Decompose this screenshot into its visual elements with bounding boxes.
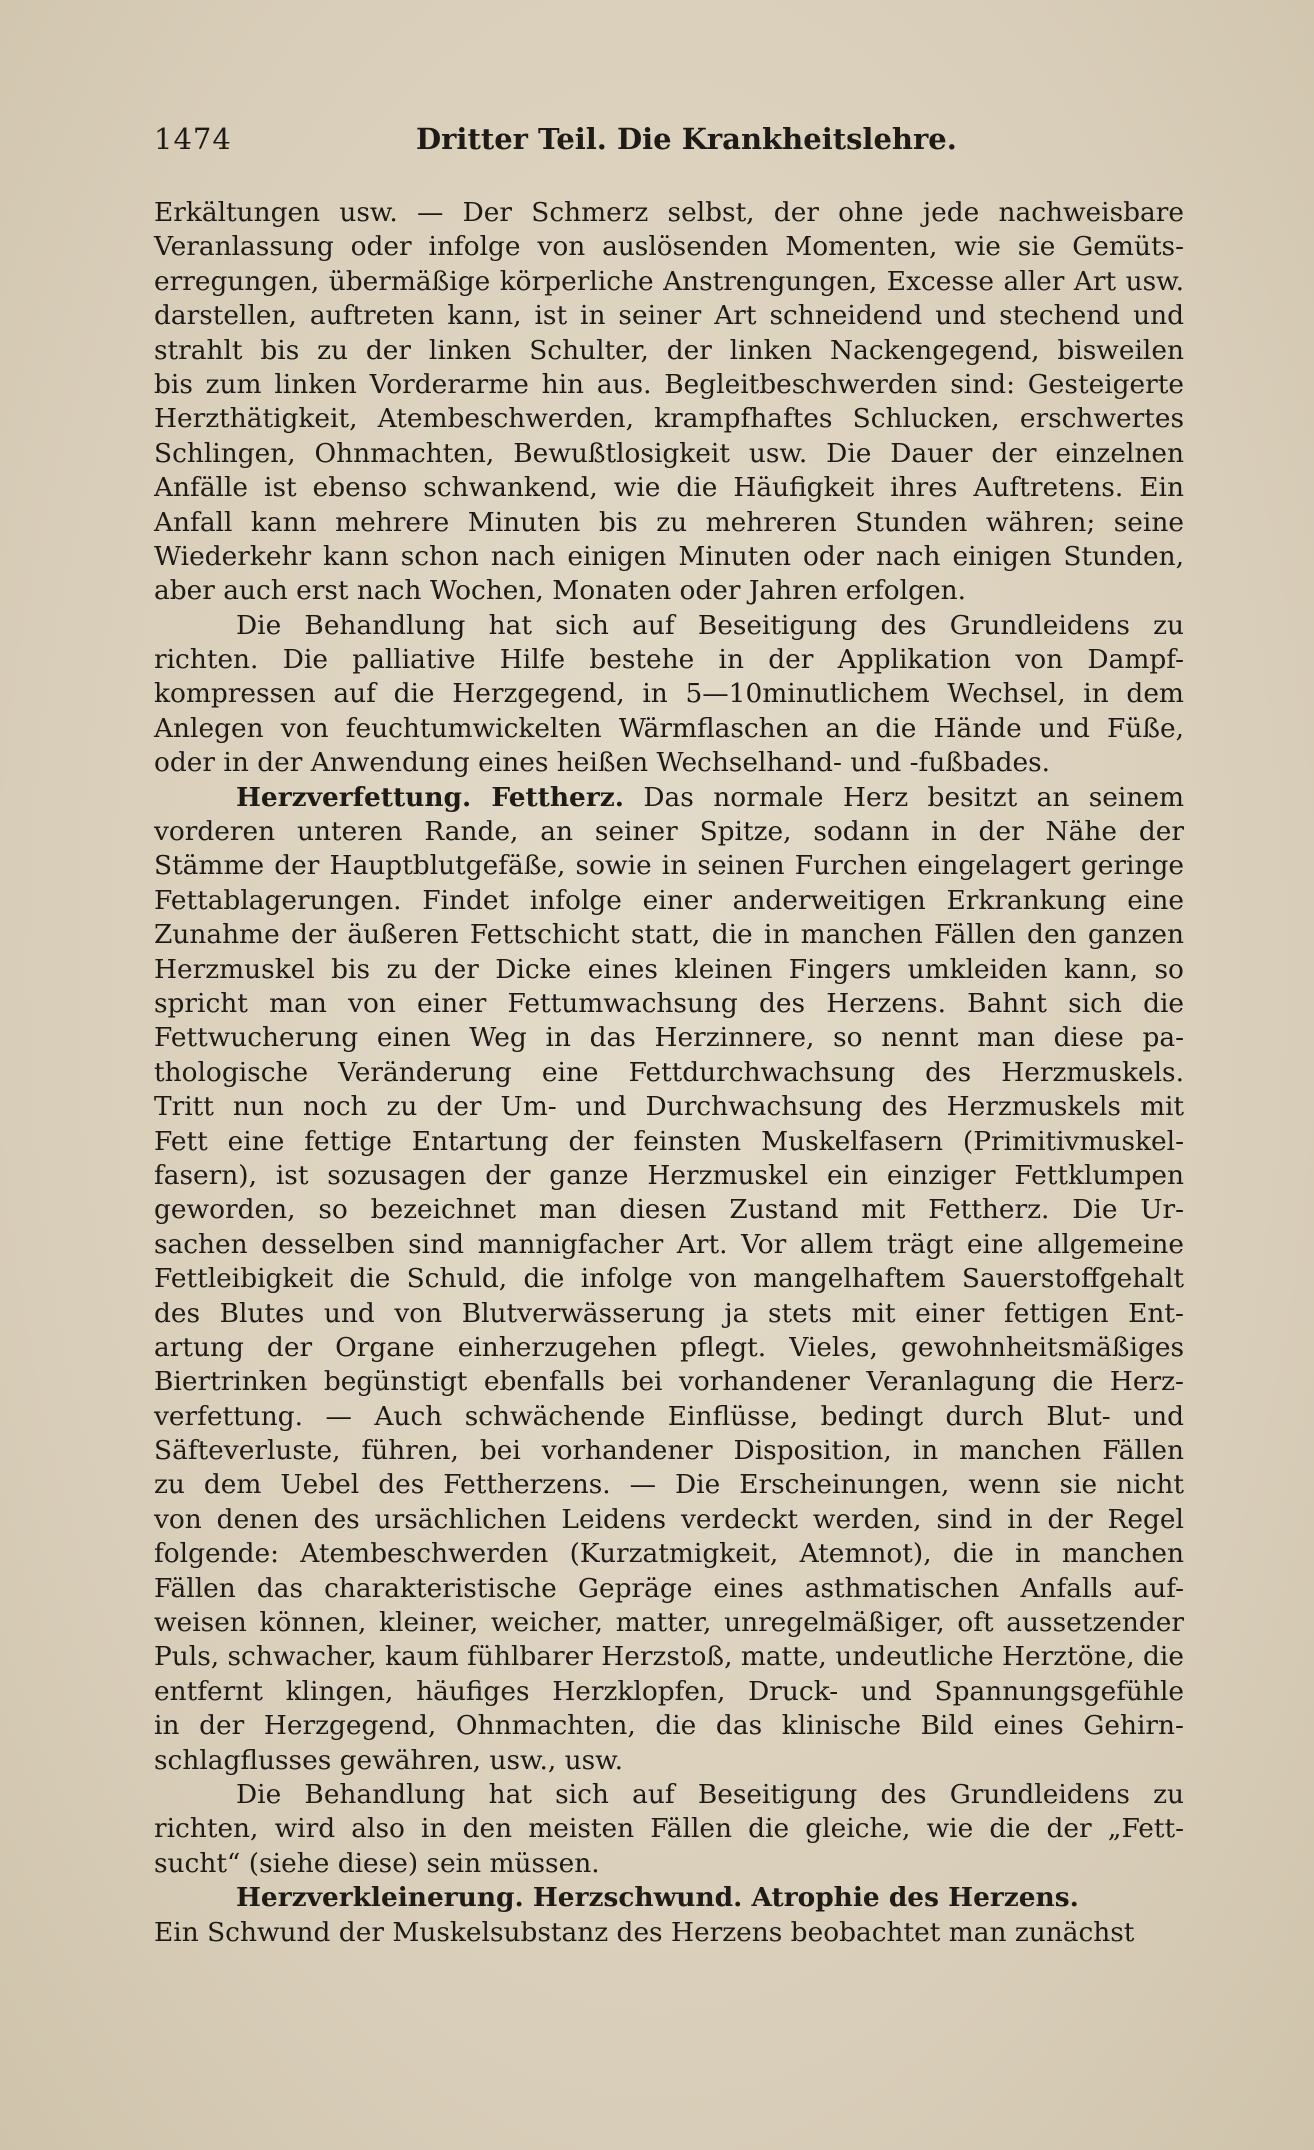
text-line [154,1503,1184,1537]
line-text: in der Herzgegend, Ohnmachten, die das klinische Bild eines Gehirn- [154,1710,1184,1742]
text-line [154,1468,1184,1502]
text-line [154,987,1184,1021]
text-line [154,471,1184,505]
text-line [154,196,1184,230]
line-text: richten. Die palliative Hilfe bestehe in der Applikation von Dampf- [154,644,1184,676]
text-line [154,884,1184,918]
section-heading: Herzverkleinerung. Herzschwund. Atrophie des Herzens. [236,1882,1079,1914]
line-text: Anfälle ist ebenso schwankend, wie die Häufigkeit ihres Auftretens. Ein [154,472,1184,504]
line-text: des Blutes und von Blutverwässerung ja stets mit einer fettigen Ent- [154,1297,1184,1329]
line-text: darstellen, auftreten kann, ist in seiner Art schneidend und stechend und [154,300,1184,332]
line-text: Puls, schwacher, kaum fühlbarer Herzstoß, matte, undeutliche Herztöne, die [154,1641,1184,1673]
line-text: Säfteverluste, führen, bei vorhandener Disposition, in manchen Fällen [154,1435,1184,1467]
line-text: geworden, so bezeichnet man diesen Zustand mit Fettherz. Die Ur- [154,1194,1185,1226]
line-text: verfettung. — Auch schwächende Einflüsse, bedingt durch Blut- und [154,1400,1185,1432]
line-text: Ein Schwund der Muskelsubstanz des Herzens beobachtet man zunächst [154,1916,1135,1948]
text-line [154,402,1184,436]
line-text: Zunahme der äußeren Fettschicht statt, die in manchen Fällen den ganzen [154,919,1184,951]
text-line [154,1881,1184,1915]
line-text: Biertrinken begünstigt ebenfalls bei vorhandener Veranlagung die Herz- [154,1366,1184,1398]
line-text: Herzmuskel bis zu der Dicke eines kleinen Fingers umkleiden kann, so [154,953,1184,985]
line-text: fasern), ist sozusagen der ganze Herzmuskel ein einziger Fettklumpen [154,1159,1184,1191]
text-line [154,1297,1184,1331]
line-text: folgende: Atembeschwerden (Kurzatmigkeit, Atemnot), die in manchen [154,1538,1184,1570]
text-line [154,334,1184,368]
text-line [154,1916,1184,1950]
text-line [154,677,1184,711]
line-text: strahlt bis zu der linken Schulter, der linken Nackengegend, bisweilen [154,334,1184,366]
text-line [154,574,1184,608]
line-text: Fettleibigkeit die Schuld, die infolge von mangelhaftem Sauerstoffgehalt [154,1263,1184,1295]
text-line [154,1675,1184,1709]
text-line [154,1847,1184,1881]
line-text: richten, wird also in den meisten Fällen die gleiche, wie die der „Fett- [154,1813,1185,1845]
line-text: weisen können, kleiner, weicher, matter, unregelmäßiger, oft aussetzender [154,1607,1184,1639]
line-text: kompressen auf die Herzgegend, in 5—10minutlichem Wechsel, in dem [154,678,1184,710]
text-line [154,1812,1184,1846]
line-text: Erkältungen usw. — Der Schmerz selbst, der ohne jede nachweisbare [154,197,1185,228]
text-line [154,1262,1184,1296]
line-text: zu dem Uebel des Fettherzens. — Die Erscheinungen, wenn sie nicht [154,1469,1184,1501]
text-line [154,609,1184,643]
text-line [154,1434,1184,1468]
text-line [154,1572,1184,1606]
text-line [154,299,1184,333]
text-line [154,712,1184,746]
line-text: sucht“ (siehe diese) sein müssen. [154,1847,600,1879]
text-line [154,437,1184,471]
page-header [154,122,1184,162]
line-text: Anlegen von feuchtumwickelten Wärmflaschen an die Hände und Füße, [154,712,1184,744]
text-line [154,1778,1184,1812]
line-text: aber auch erst nach Wochen, Monaten oder Jahren erfolgen. [154,575,967,607]
line-text: Fettablagerungen. Findet infolge einer anderweitigen Erkrankung eine [154,884,1184,916]
text-line [154,1193,1184,1227]
text-line [154,849,1184,883]
text-line [154,1021,1184,1055]
text-line [154,953,1184,987]
body-text [154,196,1184,1950]
line-text: Wiederkehr kann schon nach einigen Minuten oder nach einigen Stunden, [154,540,1184,572]
text-line [154,265,1184,299]
line-text: Stämme der Hauptblutgefäße, sowie in seinen Furchen eingelagert geringe [154,850,1184,882]
line-text: Fett eine fettige Entartung der feinsten Muskelfasern (Primitivmuskel- [154,1125,1184,1157]
line-text: oder in der Anwendung eines heißen Wechselhand- und -fußbades. [154,747,1051,779]
text-line [154,1400,1184,1434]
line-text: bis zum linken Vorderarme hin aus. Begleitbeschwerden sind: Gesteigerte [154,368,1184,400]
text-line [154,643,1184,677]
line-text: von denen des ursächlichen Leidens verdeckt werden, sind in der Regel [154,1503,1184,1535]
text-line [154,1056,1184,1090]
line-text: Das normale Herz besitzt an seinem [623,781,1184,813]
text-line [154,1744,1184,1778]
text-line [154,1537,1184,1571]
line-text: sachen desselben sind mannigfacher Art. Vor allem trägt eine allgemeine [154,1228,1184,1260]
line-text: entfernt klingen, häufiges Herzklopfen, Druck- und Spannungsgefühle [154,1675,1185,1707]
text-line [154,815,1184,849]
line-text: Herzthätigkeit, Atembeschwerden, krampfhaftes Schlucken, erschwertes [154,403,1185,435]
line-text: Die Behandlung hat sich auf Beseitigung des Grundleidens zu [236,1778,1184,1810]
line-text: thologische Veränderung eine Fettdurchwachsung des Herzmuskels. [154,1056,1184,1088]
section-heading: Herzverfettung. Fettherz. [236,781,624,813]
line-text: Schlingen, Ohnmachten, Bewußtlosigkeit usw. Die Dauer der einzelnen [154,437,1185,469]
line-text: Fettwucherung einen Weg in das Herzinnere, so nennt man diese pa- [154,1022,1185,1054]
text-line [154,781,1184,815]
text-line [154,1365,1184,1399]
text-line [154,1125,1184,1159]
line-text: Tritt nun noch zu der Um- und Durchwachsung des Herzmuskels mit [154,1091,1185,1123]
page-number: 1474 [154,122,232,156]
text-line [154,1228,1184,1262]
line-text: Veranlassung oder infolge von auslösenden Momenten, wie sie Gemüts- [154,231,1185,263]
text-line [154,746,1184,780]
line-text: spricht man von einer Fettumwachsung des Herzens. Bahnt sich die [154,987,1185,1019]
line-text: erregungen, übermäßige körperliche Anstrengungen, Excesse aller Art usw. [154,265,1185,297]
text-line [154,1709,1184,1743]
text-line [154,506,1184,540]
text-line [154,368,1184,402]
text-line [154,540,1184,574]
text-line [154,1090,1184,1124]
line-text: schlagflusses gewähren, usw., usw. [154,1744,624,1776]
line-text: artung der Organe einherzugehen pflegt. Vieles, gewohnheitsmäßiges [154,1331,1185,1363]
text-line [154,918,1184,952]
line-text: Anfall kann mehrere Minuten bis zu mehreren Stunden währen; seine [154,506,1184,538]
line-text: Die Behandlung hat sich auf Beseitigung des Grundleidens zu [236,609,1184,641]
text-line [154,1331,1184,1365]
text-line [154,230,1184,264]
text-line [154,1159,1184,1193]
line-text: Fällen das charakteristische Gepräge eines asthmatischen Anfalls auf- [154,1572,1185,1604]
line-text: vorderen unteren Rande, an seiner Spitze, sodann in der Nähe der [154,816,1184,848]
running-head: Dritter Teil. Die Krankheitslehre. [416,122,957,156]
text-line [154,1606,1184,1640]
text-line [154,1640,1184,1674]
